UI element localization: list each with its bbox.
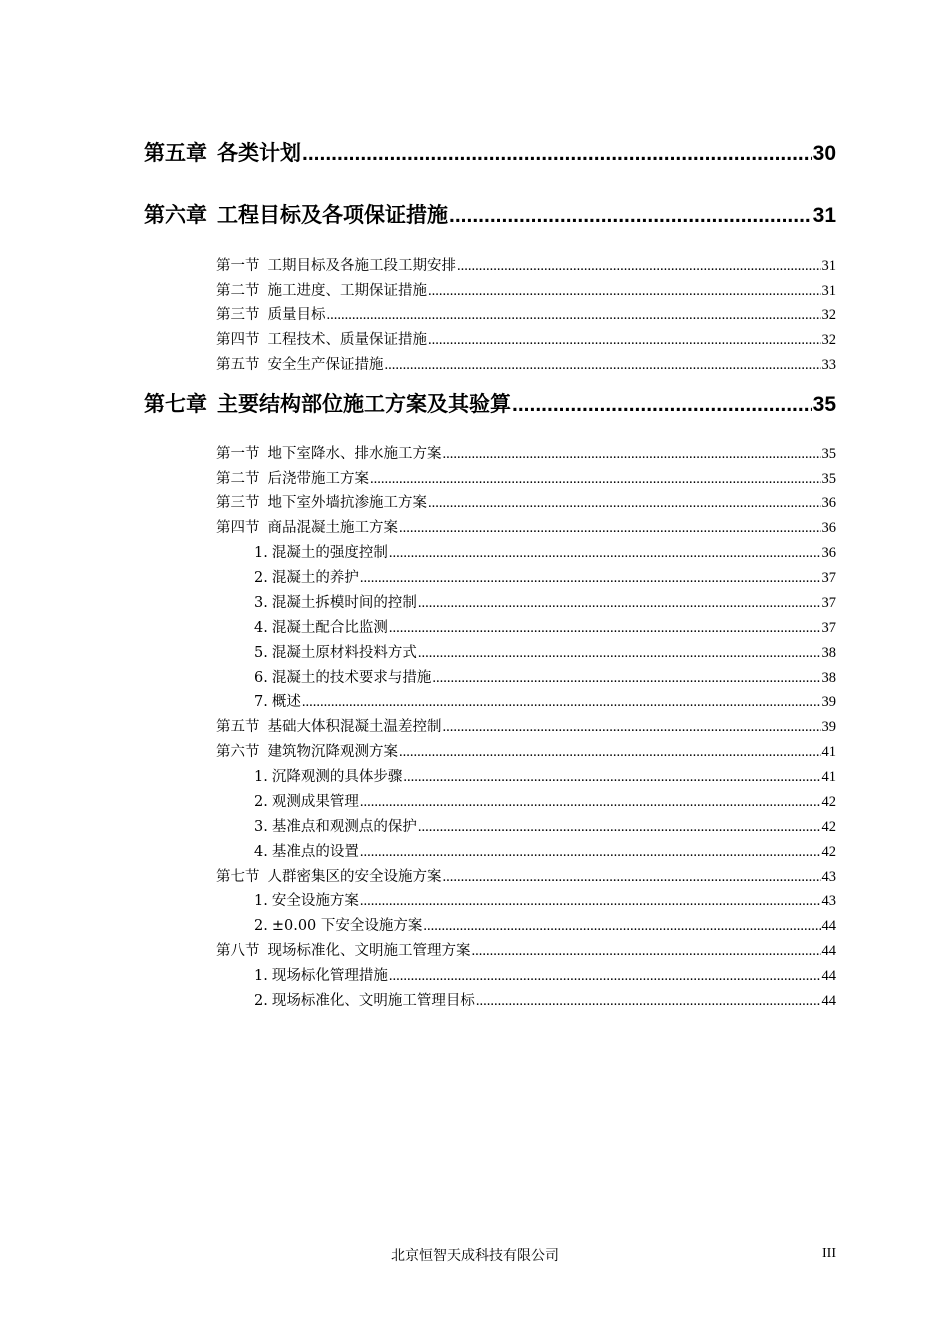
toc-entry-number: 1. xyxy=(254,893,268,909)
toc-entry-title xyxy=(254,889,359,910)
toc-entry-number: 第二节 xyxy=(216,283,260,299)
toc-page-number: 38 xyxy=(821,645,836,661)
toc-entry-text: 商品混凝土施工方案 xyxy=(267,520,398,536)
toc-entry-text: 混凝土的强度控制 xyxy=(271,545,388,561)
toc-entry-text: 人群密集区的安全设施方案 xyxy=(267,869,442,885)
toc-entry-text: 概述 xyxy=(271,694,301,710)
toc-entry-text: 后浇带施工方案 xyxy=(267,471,369,487)
toc-page-number: 44 xyxy=(821,943,836,959)
toc-entry-text: 沉降观测的具体步骤 xyxy=(271,769,403,785)
toc-entry-text: 基础大体积混凝土温差控制 xyxy=(267,719,442,735)
toc-dot-leader xyxy=(449,204,812,228)
toc-page-number: 39 xyxy=(821,719,836,735)
toc-dot-leader xyxy=(472,943,821,960)
toc-section-entry[interactable] xyxy=(216,442,836,464)
toc-item-entry[interactable] xyxy=(254,541,836,563)
toc-page-number: 42 xyxy=(821,794,836,810)
toc-entry-title xyxy=(216,516,398,537)
toc-entry-title xyxy=(216,865,442,886)
toc-dot-leader xyxy=(399,520,821,537)
toc-entry-text: 现场标准化、文明施工管理方案 xyxy=(267,943,471,959)
toc-entry-number: 2. xyxy=(254,570,268,586)
toc-entry-number: 第二节 xyxy=(216,471,260,487)
toc-dot-leader xyxy=(428,332,821,349)
toc-dot-leader xyxy=(403,769,820,786)
toc-page-number: 37 xyxy=(821,570,836,586)
toc-page-number: 32 xyxy=(821,332,836,348)
toc-entry-text: 地下室外墙抗渗施工方案 xyxy=(267,495,427,511)
toc-dot-leader xyxy=(418,595,821,612)
toc-dot-leader xyxy=(476,993,821,1010)
toc-section-entry[interactable] xyxy=(216,328,836,350)
toc-page-number: 44 xyxy=(821,993,836,1009)
toc-page-number: 37 xyxy=(821,620,836,636)
toc-entry-text: 现场标准化、文明施工管理目标 xyxy=(271,993,475,1009)
toc-section-entry[interactable] xyxy=(216,254,836,276)
toc-dot-leader xyxy=(512,393,812,417)
footer-company-name: 北京恒智天成科技有限公司 xyxy=(391,1248,559,1264)
toc-section-entry[interactable] xyxy=(216,740,836,762)
toc-entry-title xyxy=(254,591,417,612)
toc-item-entry[interactable] xyxy=(254,765,836,787)
toc-entry-title xyxy=(254,541,388,562)
toc-page-number: 30 xyxy=(812,142,836,165)
toc-entry-text: 基准点和观测点的保护 xyxy=(271,819,417,835)
toc-dot-leader xyxy=(360,893,821,910)
toc-section-entry[interactable] xyxy=(216,279,836,301)
toc-entry-text: ±0.00 下安全设施方案 xyxy=(271,918,423,934)
toc-page-number: 37 xyxy=(821,595,836,611)
toc-entry-text: 安全设施方案 xyxy=(271,893,359,909)
toc-dot-leader xyxy=(360,570,821,587)
toc-entry-title xyxy=(254,840,359,861)
toc-entry-text: 安全生产保证措施 xyxy=(267,357,384,373)
toc-item-entry[interactable] xyxy=(254,889,836,911)
toc-entry-text: 工程目标及各项保证措施 xyxy=(217,203,448,227)
toc-page-number: 35 xyxy=(812,393,836,416)
toc-item-entry[interactable] xyxy=(254,566,836,588)
toc-dot-leader xyxy=(423,918,820,935)
toc-entry-title xyxy=(254,566,359,587)
toc-entry-number: 4. xyxy=(254,844,268,860)
toc-item-entry[interactable] xyxy=(254,641,836,663)
toc-section-entry[interactable] xyxy=(216,715,836,737)
toc-page-number: 44 xyxy=(821,968,836,984)
toc-item-entry[interactable] xyxy=(254,690,836,712)
toc-entry-title xyxy=(254,914,422,935)
toc-dot-leader xyxy=(443,719,821,736)
toc-page-number: 43 xyxy=(821,893,836,909)
toc-item-entry[interactable] xyxy=(254,616,836,638)
toc-entry-title xyxy=(144,199,448,229)
toc-page-number: 35 xyxy=(821,471,836,487)
toc-dot-leader xyxy=(360,844,821,861)
toc-page-number: 31 xyxy=(812,204,836,227)
toc-entry-text: 各类计划 xyxy=(217,141,301,165)
toc-entry-title xyxy=(216,715,442,736)
toc-dot-leader xyxy=(370,471,821,488)
toc-dot-leader xyxy=(428,283,821,300)
toc-item-entry[interactable] xyxy=(254,666,836,688)
toc-entry-number: 6. xyxy=(254,670,268,686)
toc-entry-number: 5. xyxy=(254,645,268,661)
toc-entry-number: 第五章 xyxy=(144,141,207,165)
toc-entry-title xyxy=(216,939,471,960)
toc-entry-title xyxy=(254,765,402,786)
toc-entry-title xyxy=(254,690,301,711)
toc-entry-title xyxy=(216,740,398,761)
toc-entry-title xyxy=(216,491,427,512)
toc-entry-title xyxy=(216,328,427,349)
toc-entry-title xyxy=(216,279,427,300)
toc-dot-leader xyxy=(443,869,821,886)
toc-entry-number: 第四节 xyxy=(216,332,260,348)
toc-entry-title xyxy=(216,442,442,463)
toc-entry-title xyxy=(216,303,326,324)
toc-section-entry[interactable] xyxy=(216,865,836,887)
toc-entry-text: 现场标化管理措施 xyxy=(271,968,388,984)
toc-entry-text: 混凝土拆模时间的控制 xyxy=(271,595,417,611)
toc-page-number: 44 xyxy=(821,918,836,934)
toc-entry-title xyxy=(254,964,388,985)
toc-entry-text: 工期目标及各施工段工期安排 xyxy=(267,258,456,274)
toc-dot-leader xyxy=(302,142,812,166)
toc-item-entry[interactable] xyxy=(254,790,836,812)
toc-chapter-entry[interactable] xyxy=(144,388,836,418)
toc-entry-number: 3. xyxy=(254,595,268,611)
toc-entry-number: 第三节 xyxy=(216,307,260,323)
toc-entry-text: 基准点的设置 xyxy=(271,844,359,860)
toc-entry-number: 1. xyxy=(254,545,268,561)
toc-entry-number: 第七节 xyxy=(216,869,260,885)
toc-page-number: 38 xyxy=(821,670,836,686)
toc-dot-leader xyxy=(389,545,821,562)
toc-dot-leader xyxy=(432,670,820,687)
toc-section-entry[interactable] xyxy=(216,303,836,325)
toc-entry-title xyxy=(144,388,511,418)
toc-chapter-entry[interactable] xyxy=(144,137,836,167)
toc-entry-number: 第七章 xyxy=(144,392,207,416)
toc-dot-leader xyxy=(418,645,821,662)
toc-entry-number: 第五节 xyxy=(216,719,260,735)
toc-page-number: 31 xyxy=(821,283,836,299)
toc-dot-leader xyxy=(399,744,821,761)
toc-entry-number: 第五节 xyxy=(216,357,260,373)
toc-page-number: 36 xyxy=(821,520,836,536)
toc-entry-number: 7. xyxy=(254,694,268,710)
toc-entry-text: 施工进度、工期保证措施 xyxy=(267,283,427,299)
toc-chapter-entry[interactable] xyxy=(144,199,836,229)
toc-entry-title xyxy=(216,254,456,275)
toc-entry-title xyxy=(254,616,388,637)
toc-page-number: 42 xyxy=(821,844,836,860)
toc-section-entry[interactable] xyxy=(216,516,836,538)
toc-entry-text: 混凝土的养护 xyxy=(271,570,359,586)
toc-entry-text: 质量目标 xyxy=(267,307,326,323)
toc-entry-title xyxy=(254,666,431,687)
toc-entry-number: 第一节 xyxy=(216,446,260,462)
toc-section-entry[interactable] xyxy=(216,491,836,513)
toc-entry-text: 地下室降水、排水施工方案 xyxy=(267,446,442,462)
toc-entry-number: 第六节 xyxy=(216,744,260,760)
toc-entry-number: 3. xyxy=(254,819,268,835)
toc-entry-number: 1. xyxy=(254,968,268,984)
toc-entry-number: 第一节 xyxy=(216,258,260,274)
toc-dot-leader xyxy=(385,357,821,374)
toc-entry-title xyxy=(144,137,301,167)
toc-entry-number: 2. xyxy=(254,918,268,934)
toc-dot-leader xyxy=(389,968,821,985)
toc-dot-leader xyxy=(443,446,821,463)
toc-item-entry[interactable] xyxy=(254,840,836,862)
toc-entry-title xyxy=(254,641,417,662)
toc-item-entry[interactable] xyxy=(254,964,836,986)
toc-entry-text: 主要结构部位施工方案及其验算 xyxy=(217,392,511,416)
toc-dot-leader xyxy=(428,495,821,512)
toc-entry-title xyxy=(254,989,475,1010)
toc-page-number: 33 xyxy=(821,357,836,373)
toc-entry-number: 第三节 xyxy=(216,495,260,511)
toc-entry-number: 1. xyxy=(254,769,268,785)
toc-dot-leader xyxy=(418,819,821,836)
toc-item-entry[interactable] xyxy=(254,914,836,936)
toc-entry-text: 混凝土原材料投料方式 xyxy=(271,645,417,661)
toc-entry-number: 第六章 xyxy=(144,203,207,227)
toc-entry-title xyxy=(254,790,359,811)
toc-dot-leader xyxy=(327,307,821,324)
toc-entry-text: 混凝土配合比监测 xyxy=(271,620,388,636)
toc-section-entry[interactable] xyxy=(216,467,836,489)
toc-page-number: 36 xyxy=(821,495,836,511)
toc-section-entry[interactable] xyxy=(216,353,836,375)
toc-entry-text: 工程技术、质量保证措施 xyxy=(267,332,427,348)
toc-entry-title xyxy=(216,467,369,488)
toc-dot-leader xyxy=(457,258,821,275)
toc-dot-leader xyxy=(389,620,821,637)
toc-entry-title xyxy=(254,815,417,836)
toc-entry-number: 2. xyxy=(254,794,268,810)
toc-item-entry[interactable] xyxy=(254,815,836,837)
toc-page-number: 42 xyxy=(821,819,836,835)
toc-page-number: 35 xyxy=(821,446,836,462)
toc-dot-leader xyxy=(302,694,821,711)
toc-entry-text: 建筑物沉降观测方案 xyxy=(267,744,398,760)
toc-entry-text: 混凝土的技术要求与措施 xyxy=(271,670,432,686)
toc-entry-number: 2. xyxy=(254,993,268,1009)
toc-page-number: 31 xyxy=(821,258,836,274)
toc-page-number: 41 xyxy=(821,769,836,785)
toc-item-entry[interactable] xyxy=(254,989,836,1011)
toc-section-entry[interactable] xyxy=(216,939,836,961)
toc-page-number: 41 xyxy=(821,744,836,760)
toc-entry-text: 观测成果管理 xyxy=(271,794,359,810)
toc-entry-number: 第四节 xyxy=(216,520,260,536)
footer-page-number: III xyxy=(822,1246,836,1261)
toc-page-number: 39 xyxy=(821,694,836,710)
toc-item-entry[interactable] xyxy=(254,591,836,613)
toc-page-number: 43 xyxy=(821,869,836,885)
toc-entry-number: 4. xyxy=(254,620,268,636)
toc-dot-leader xyxy=(360,794,821,811)
toc-entry-title xyxy=(216,353,384,374)
toc-entry-number: 第八节 xyxy=(216,943,260,959)
toc-page-number: 32 xyxy=(821,307,836,323)
toc-page-number: 36 xyxy=(821,545,836,561)
